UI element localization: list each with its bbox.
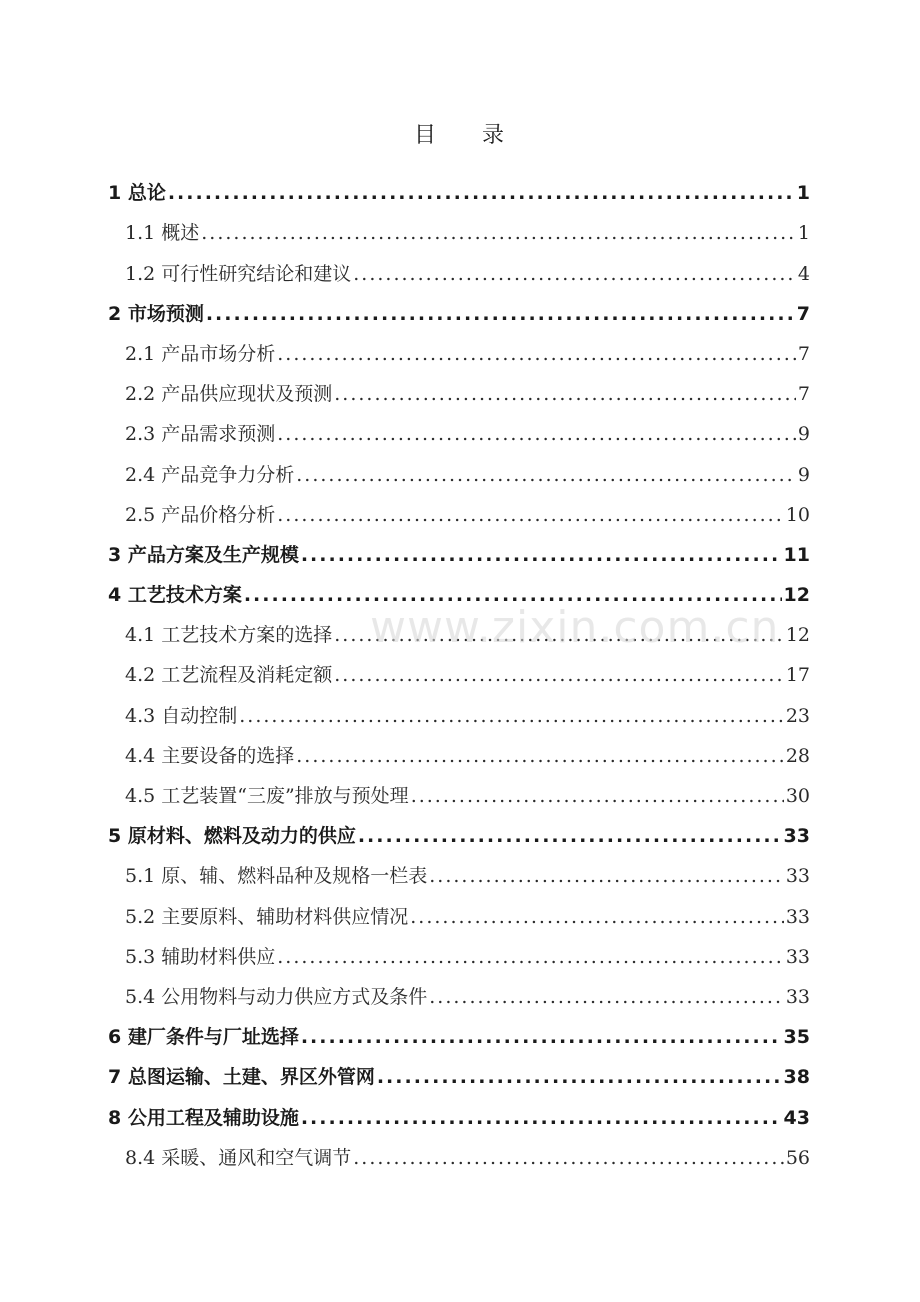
toc-dot-leader: [277, 504, 784, 526]
toc-dot-leader: [201, 222, 796, 244]
toc-page-number: 7: [797, 342, 810, 365]
toc-dot-leader: [429, 986, 784, 1008]
title-part-2: 录: [482, 123, 507, 148]
toc-dot-leader: [377, 1066, 782, 1088]
toc-dot-leader: [296, 464, 796, 486]
toc-page-number: 12: [783, 584, 810, 607]
toc-entry-label: 1.1 概述: [125, 222, 200, 245]
toc-dot-leader: [353, 263, 796, 285]
toc-entry-label: 2.2 产品供应现状及预测: [125, 383, 333, 406]
toc-entry-label: 1 总论: [108, 182, 166, 205]
toc-chapter-entry[interactable]: [108, 526, 810, 566]
toc-section-entry[interactable]: [108, 646, 810, 686]
toc-dot-leader: [168, 182, 795, 204]
toc-page-number: 30: [785, 785, 810, 807]
toc-dot-leader: [410, 906, 784, 928]
toc-page-number: 38: [783, 1066, 810, 1089]
toc-entry-label: 2.5 产品价格分析: [125, 503, 276, 526]
toc-page-number: 11: [783, 543, 810, 566]
toc-section-entry[interactable]: [108, 928, 810, 968]
toc-page-number: 4: [797, 262, 810, 285]
toc-chapter-entry[interactable]: [108, 1088, 810, 1128]
toc-chapter-entry[interactable]: [108, 164, 810, 204]
toc-chapter-entry[interactable]: [108, 285, 810, 325]
toc-section-entry[interactable]: [108, 1129, 810, 1169]
toc-chapter-entry[interactable]: [108, 566, 810, 606]
toc-entry-label: 2.3 产品需求预测: [125, 423, 276, 446]
toc-page-number: 33: [785, 985, 810, 1008]
toc-entry-label: 2.4 产品竞争力分析: [125, 463, 295, 486]
toc-page-number: 33: [785, 945, 810, 968]
toc-entry-label: 1.2 可行性研究结论和建议: [125, 262, 352, 285]
toc-page-number: 33: [783, 825, 810, 848]
toc-dot-leader: [334, 664, 784, 686]
toc-page-number: 28: [785, 744, 810, 767]
toc-section-entry[interactable]: [108, 325, 810, 365]
toc-entry-label: 2 市场预测: [108, 302, 204, 325]
toc-page-number: 9: [797, 463, 810, 486]
toc-dot-leader: [411, 785, 784, 807]
toc-page-number: 9: [797, 423, 810, 446]
watermark: www.zixin.com.cn: [370, 602, 780, 653]
toc-section-entry[interactable]: [108, 204, 810, 244]
toc-dot-leader: [429, 865, 784, 887]
toc-dot-leader: [301, 1026, 782, 1048]
toc-page-number: 1: [796, 182, 810, 205]
toc-section-entry[interactable]: [108, 486, 810, 526]
toc-section-entry[interactable]: [108, 727, 810, 767]
toc-dot-leader: [206, 303, 795, 325]
toc-dot-leader: [277, 946, 784, 968]
toc-dot-leader: [334, 383, 796, 405]
toc-chapter-entry[interactable]: [108, 1048, 810, 1088]
toc-page-number: 10: [785, 503, 810, 526]
page-title: [0, 118, 920, 149]
toc-entry-label: 2.1 产品市场分析: [125, 342, 276, 365]
toc-section-entry[interactable]: [108, 445, 810, 485]
toc-entry-label: 6 建厂条件与厂址选择: [108, 1026, 299, 1049]
toc-page-number: 17: [785, 664, 810, 687]
toc-page-number: 56: [785, 1146, 810, 1169]
toc-chapter-entry[interactable]: [108, 807, 810, 847]
toc-entry-label: 8.4 采暖、通风和空气调节: [125, 1146, 352, 1169]
toc-entry-label: 4.2 工艺流程及消耗定额: [125, 664, 333, 687]
toc-page-number: 7: [796, 302, 810, 325]
toc-page-number: 43: [783, 1106, 810, 1129]
toc-entry-label: 5.4 公用物料与动力供应方式及条件: [125, 985, 428, 1008]
toc-dot-leader: [301, 1107, 782, 1129]
toc-dot-leader: [244, 584, 782, 606]
toc-dot-leader: [277, 423, 796, 445]
toc-entry-label: 7 总图运输、土建、界区外管网: [108, 1066, 375, 1089]
toc-section-entry[interactable]: [108, 887, 810, 927]
toc-page-number: 12: [785, 624, 810, 647]
toc-entry-label: 3 产品方案及生产规模: [108, 543, 299, 566]
toc-page-number: 1: [797, 222, 810, 245]
title-part-1: 目: [413, 123, 438, 148]
toc-section-entry[interactable]: [108, 767, 810, 807]
toc-entry-label: 4.3 自动控制: [125, 704, 238, 727]
toc-section-entry[interactable]: [108, 686, 810, 726]
toc-page-number: 35: [783, 1026, 810, 1049]
toc-entry-label: 5.3 辅助材料供应: [125, 945, 276, 968]
table-of-contents: [108, 164, 810, 1169]
toc-entry-label: 4.5 工艺装置“三废”排放与预处理: [125, 785, 409, 807]
toc-dot-leader: [353, 1147, 784, 1169]
toc-section-entry[interactable]: [108, 968, 810, 1008]
toc-entry-label: 8 公用工程及辅助设施: [108, 1106, 299, 1129]
toc-section-entry[interactable]: [108, 405, 810, 445]
toc-dot-leader: [334, 624, 784, 646]
toc-dot-leader: [239, 705, 784, 727]
toc-page-number: 7: [797, 383, 810, 406]
toc-entry-label: 4 工艺技术方案: [108, 584, 242, 607]
toc-chapter-entry[interactable]: [108, 1008, 810, 1048]
toc-section-entry[interactable]: [108, 847, 810, 887]
toc-dot-leader: [358, 825, 782, 847]
toc-dot-leader: [277, 343, 796, 365]
toc-entry-label: 5.2 主要原料、辅助材料供应情况: [125, 905, 409, 928]
toc-section-entry[interactable]: [108, 365, 810, 405]
toc-page-number: 23: [785, 704, 810, 727]
toc-section-entry[interactable]: [108, 244, 810, 284]
toc-section-entry[interactable]: [108, 606, 810, 646]
toc-page-number: 33: [785, 865, 810, 888]
toc-entry-label: 5 原材料、燃料及动力的供应: [108, 825, 356, 848]
toc-entry-label: 5.1 原、辅、燃料品种及规格一栏表: [125, 865, 428, 888]
toc-page-number: 33: [785, 905, 810, 928]
toc-dot-leader: [296, 745, 784, 767]
toc-dot-leader: [301, 544, 782, 566]
toc-entry-label: 4.1 工艺技术方案的选择: [125, 624, 333, 647]
toc-entry-label: 4.4 主要设备的选择: [125, 744, 295, 767]
